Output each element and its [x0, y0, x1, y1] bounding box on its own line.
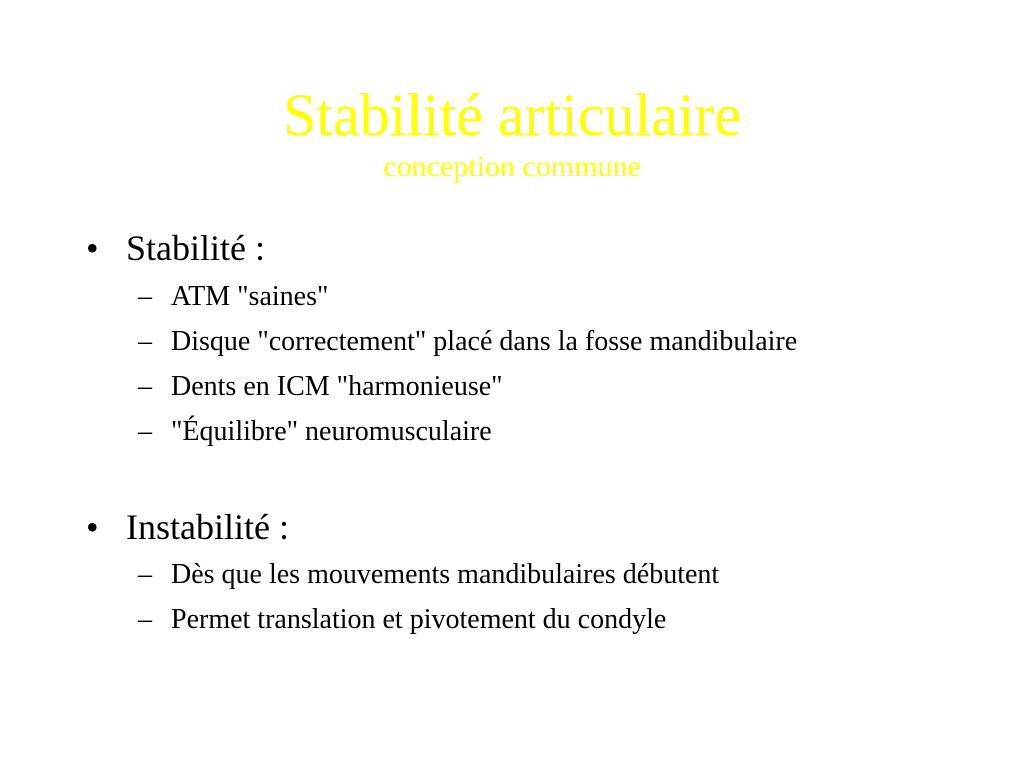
sub-item-text: "Équilibre" neuromusculaire	[171, 416, 492, 447]
sub-marker: –	[138, 416, 152, 447]
sub-marker: –	[138, 371, 152, 402]
bullet-heading: Instabilité :	[126, 507, 289, 547]
slide-subtitle: conception commune	[383, 150, 641, 183]
bullet-heading: Stabilité :	[126, 228, 265, 268]
sub-item-text: ATM "saines"	[171, 281, 329, 312]
bullet-marker: •	[86, 228, 99, 268]
sub-item-text: Dès que les mouvements mandibulaires débutent	[171, 559, 720, 590]
sub-marker: –	[138, 559, 152, 590]
sub-marker: –	[138, 604, 152, 635]
sub-item-text: Disque "correctement" placé dans la fosse mandibulaire	[171, 326, 798, 357]
bullet-marker: •	[86, 507, 99, 547]
sub-marker: –	[138, 281, 152, 312]
sub-item-text: Dents en ICM "harmonieuse"	[171, 371, 503, 402]
sub-item-text: Permet translation et pivotement du condyle	[171, 604, 667, 635]
slide-title: Stabilité articulaire	[282, 82, 742, 148]
sub-marker: –	[138, 326, 152, 357]
